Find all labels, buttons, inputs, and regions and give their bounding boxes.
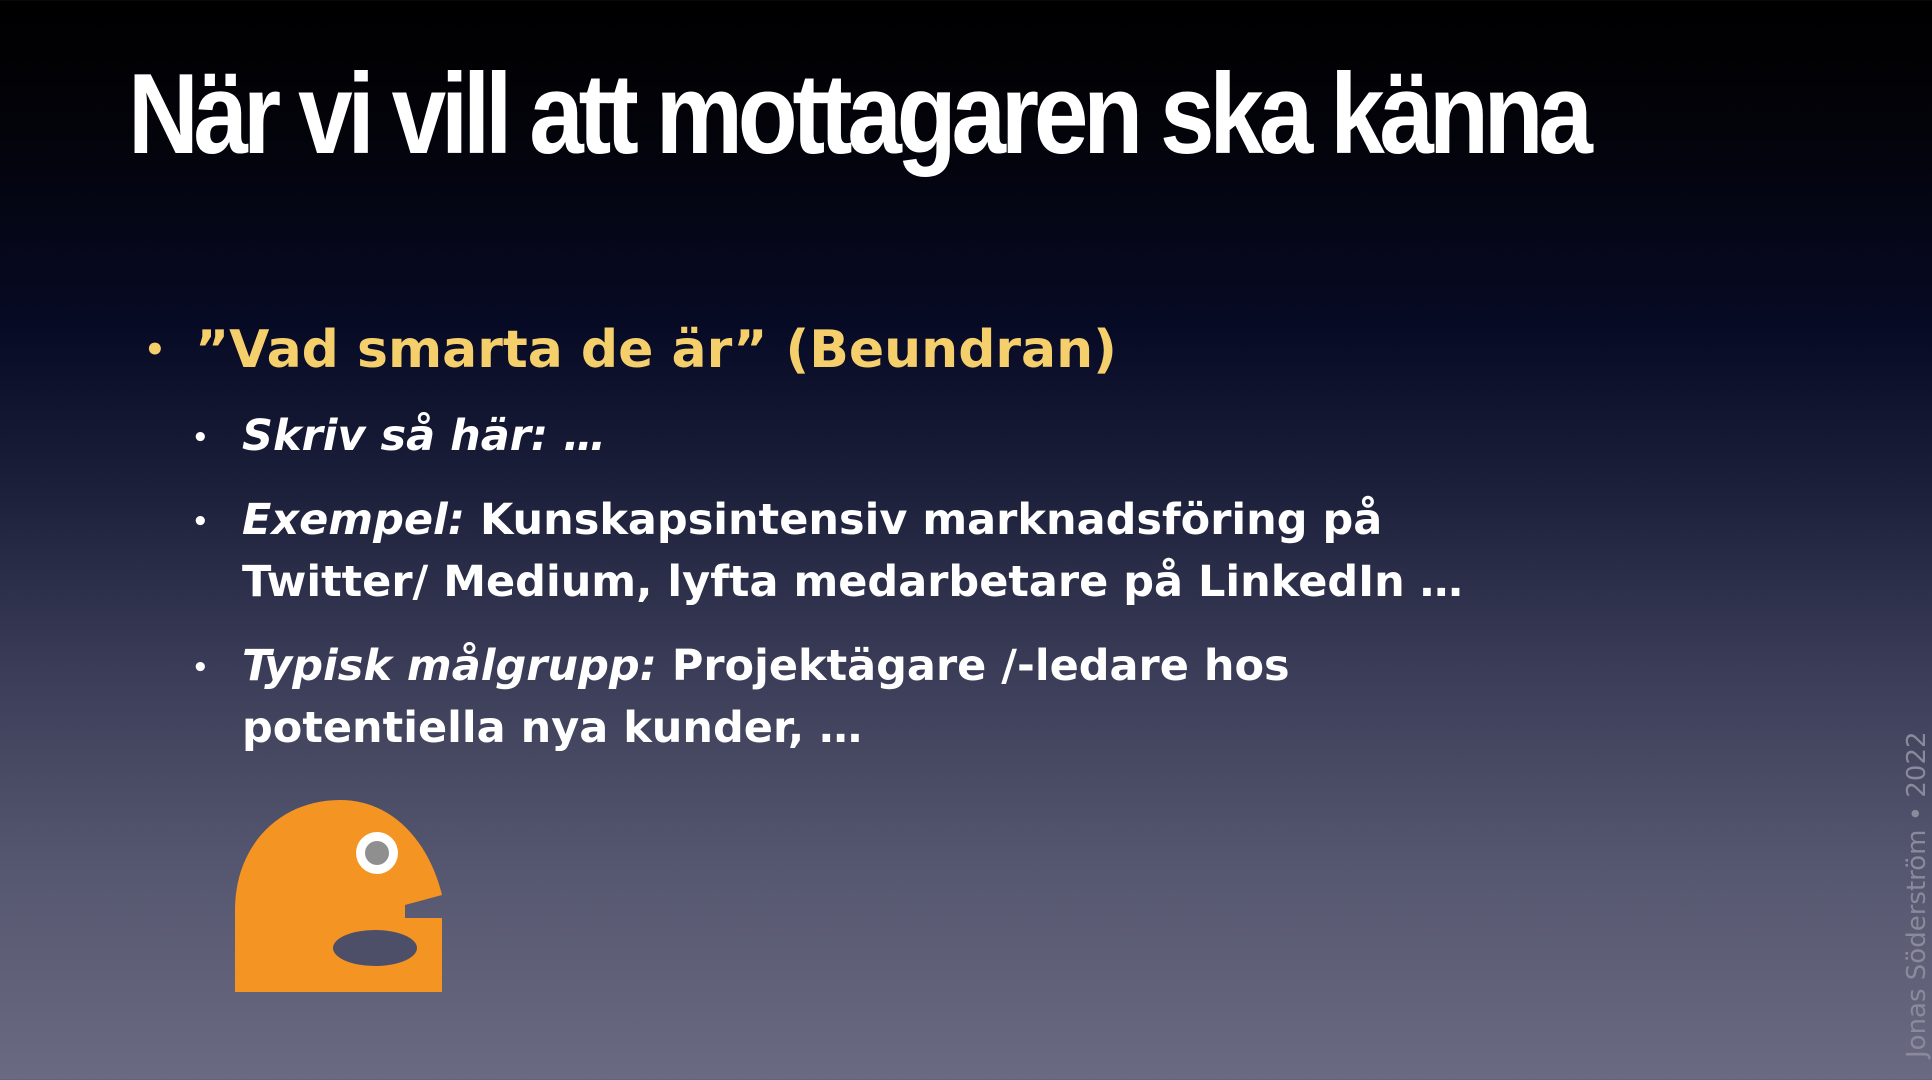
orange-speaking-head-icon bbox=[235, 800, 445, 992]
sub-bullet-text: Kunskapsintensiv marknadsföring på Twitter/ Medium, lyfta medarbetare på LinkedIn … bbox=[242, 495, 1463, 607]
main-bullet-text: ”Vad smarta de är” (Beundran) bbox=[195, 320, 1117, 380]
bullet-dot: • bbox=[192, 423, 209, 453]
sub-bullet-example bbox=[192, 489, 1512, 613]
bullet-list bbox=[140, 315, 1540, 781]
bullet-dot: • bbox=[192, 653, 209, 683]
sub-bullet-label: Typisk målgrupp: bbox=[242, 641, 657, 691]
sub-bullet-label: Skriv så här: bbox=[242, 411, 549, 461]
sub-bullet-audience bbox=[192, 635, 1512, 759]
sub-bullet-write bbox=[192, 405, 1512, 467]
sub-bullet-text: Projektägare /-ledare hos potentiella nya kunder, … bbox=[242, 641, 1290, 753]
author-credit: Jonas Söderström • 2022 bbox=[1902, 731, 1932, 1058]
main-bullet bbox=[140, 315, 1540, 385]
bullet-dot: • bbox=[192, 507, 209, 537]
sub-bullet-text: … bbox=[548, 411, 607, 461]
bullet-dot: • bbox=[144, 330, 166, 370]
sub-bullet-label: Exempel: bbox=[242, 495, 465, 545]
slide-title: När vi vill att mottagaren ska känna bbox=[128, 51, 1588, 178]
